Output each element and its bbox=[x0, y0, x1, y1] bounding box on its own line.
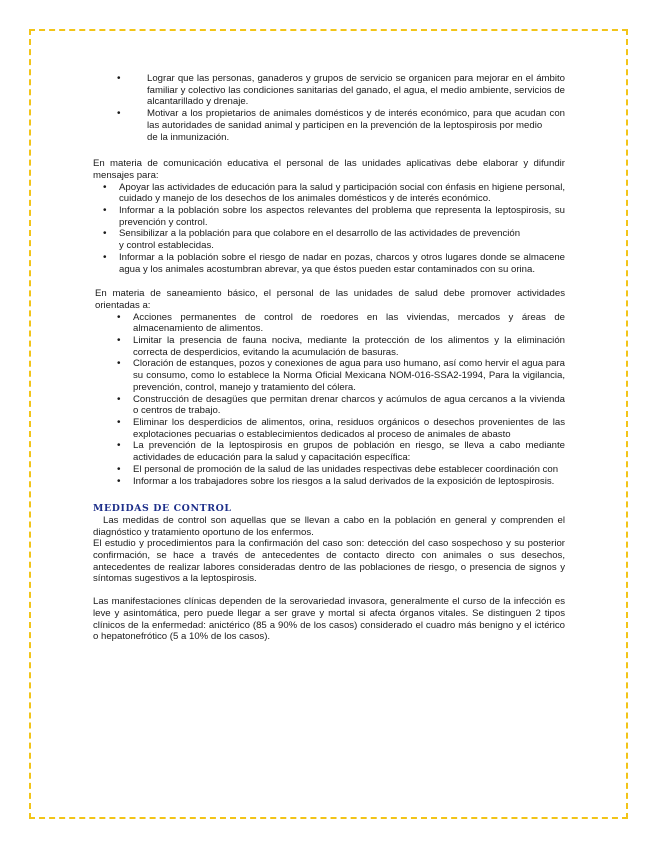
continuation-text: y control establecidas. bbox=[119, 240, 214, 252]
section2-list-cont bbox=[103, 252, 565, 275]
list-item: • Apoyar las actividades de educación para la salud y participación social con énfasis en higiene personal, cuidado y manejo de los desechos de los animales domésticos y de interés económico. bbox=[103, 182, 565, 205]
list-item: • Acciones permanentes de control de roedores en las viviendas, mercados y áreas de almacenamiento de alimentos. bbox=[117, 312, 565, 335]
list-item: • El personal de promoción de la salud de las unidades respectivas debe establecer coordinación con bbox=[117, 464, 565, 476]
paragraph: Las manifestaciones clínicas dependen de la serovariedad invasora, generalmente el curso de la infección es leve y asintomática, pero puede llegar a ser grave y mortal si afecta órganos vitales. Se distinguen 2 tipos clínicos de la enfermedad: anictérico (85 a 90% de los casos) considerado el cuadro más benigno y el ictérico o hepatonefrótico (5 a 10% de los casos). bbox=[93, 596, 565, 643]
list-item: • Eliminar los desperdicios de alimentos, orina, residuos orgánicos o desechos provenientes de las explotaciones pecuarias o establecimientos dedicados al proceso de animales de abasto bbox=[117, 417, 565, 440]
list-item: • Informar a la población sobre los aspectos relevantes del problema que representa la leptospirosis, su prevención y control. bbox=[103, 205, 565, 228]
section-intro: En materia de saneamiento básico, el personal de las unidades de salud debe promover actividades orientadas a: bbox=[95, 288, 565, 311]
list-item: • Lograr que las personas, ganaderos y grupos de servicio se organicen para mejorar en el ámbito familiar y colectivo las condiciones sanitarias del ganado, el agua, el medio ambiente, servicios de alcantarillado y drenaje. bbox=[117, 73, 565, 108]
section-intro: En materia de comunicación educativa el personal de las unidades aplicativas debe elaborar y difundir mensajes para: bbox=[93, 158, 565, 181]
paragraph: El estudio y procedimientos para la confirmación del caso son: detección del caso sospechoso y su posterior confirmación, se hace a través de antecedentes de contacto directo con animales o sus desechos, antecedentes de realizar labores consideradas dentro de las poblaciones de riesgo, o presencia de signos y síntomas sugestivos a la leptospirosis. bbox=[93, 538, 565, 585]
document-body bbox=[93, 73, 565, 643]
list-item: • Motivar a los propietarios de animales domésticos y de interés económico, para que acudan con las autoridades de sanidad animal y participen en la prevención de la leptospirosis por medio bbox=[117, 108, 565, 131]
list-item: • Informar a la población sobre el riesgo de nadar en pozas, charcos y otros lugares donde se almacene agua y los animales acostumbran abrevar, ya que éstos pueden estar contaminados con su orina. bbox=[103, 252, 565, 275]
section2-list bbox=[103, 182, 565, 241]
section-sanitation bbox=[95, 288, 565, 487]
section1-list bbox=[117, 73, 565, 132]
section-communication bbox=[93, 158, 565, 275]
section3-list bbox=[117, 312, 565, 488]
continuation-text: de la inmunización. bbox=[147, 131, 230, 143]
list-item: • Construcción de desagües que permitan drenar charcos y acúmulos de agua cercanos a la vivienda o centros de trabajo. bbox=[117, 394, 565, 417]
list-item: • Cloración de estanques, pozos y conexiones de agua para uso humano, así como hervir el agua para su consumo, como lo establece la Norma Oficial Mexicana NOM-016-SSA2-1994, Para la vigilancia, prevención, control, manejo y tratamiento del cólera. bbox=[117, 358, 565, 393]
list-item: • Sensibilizar a la población para que colabore en el desarrollo de las actividades de prevención bbox=[103, 228, 565, 240]
list-item: • La prevención de la leptospirosis en grupos de población en riesgo, se lleva a cabo mediante actividades de educación para la salud y capacitación específica: bbox=[117, 440, 565, 463]
paragraph: Las medidas de control son aquellas que se llevan a cabo en la población en general y comprenden el diagnóstico y tratamiento oportuno de los enfermos. bbox=[93, 514, 565, 538]
list-item: • Informar a los trabajadores sobre los riesgos a la salud derivados de la exposición de leptospirosis. bbox=[117, 476, 565, 488]
section-heading: MEDIDAS DE CONTROL bbox=[93, 503, 232, 515]
list-item: • Limitar la presencia de fauna nociva, mediante la protección de los alimentos y la eliminación correcta de desperdicios, evitando la acumulación de basuras. bbox=[117, 335, 565, 358]
section-control-measures bbox=[93, 515, 565, 643]
